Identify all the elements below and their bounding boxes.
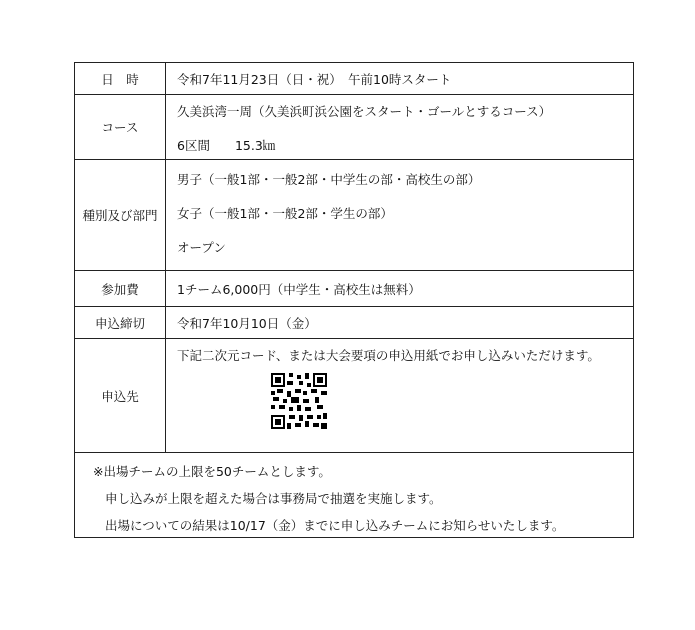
value-date (166, 63, 633, 94)
date-text: 令和7年11月23日（日・祝） 午前10時スタート (177, 71, 452, 87)
value-category (166, 160, 633, 270)
label-deadline: 申込締切 (75, 307, 166, 338)
qr-code-icon[interactable] (271, 373, 327, 429)
row-apply (75, 339, 633, 453)
course-route-text: 久美浜湾一周（久美浜町浜公園をスタート・ゴールとするコース） (177, 104, 552, 119)
value-deadline (166, 307, 633, 338)
label-date: 日 時 (75, 63, 166, 94)
note-result: 出場についての結果は10/17（金）までに申し込みチームにお知らせいたします。 (105, 518, 565, 533)
deadline-text: 令和7年10月10日（金） (177, 315, 317, 331)
category-open-text: オープン (177, 240, 226, 255)
event-info-table (74, 62, 634, 538)
label-category: 種別及び部門 (75, 160, 166, 270)
note-limit: ※出場チームの上限を50チームとします。 (93, 464, 331, 479)
value-course (166, 95, 633, 159)
row-category (75, 160, 633, 271)
row-course (75, 95, 633, 160)
apply-text: 下記二次元コード、または大会要項の申込用紙でお申し込みいただけます。 (177, 348, 600, 363)
note-lottery: 申し込みが上限を超えた場合は事務局で抽選を実施します。 (105, 491, 442, 506)
category-women-text: 女子（一般1部・一般2部・学生の部） (177, 206, 393, 221)
row-deadline (75, 307, 633, 339)
label-apply: 申込先 (75, 339, 166, 452)
category-men-text: 男子（一般1部・一般2部・中学生の部・高校生の部） (177, 172, 481, 187)
notes-section (75, 453, 564, 537)
row-fee (75, 271, 633, 307)
label-course: コース (75, 95, 166, 159)
row-notes (75, 453, 633, 537)
label-fee: 参加費 (75, 271, 166, 306)
row-date (75, 63, 633, 95)
value-apply (166, 339, 633, 452)
value-fee (166, 271, 633, 306)
course-distance-text: 6区間 15.3㎞ (177, 138, 276, 153)
fee-text: 1チーム6,000円（中学生・高校生は無料） (177, 281, 421, 297)
